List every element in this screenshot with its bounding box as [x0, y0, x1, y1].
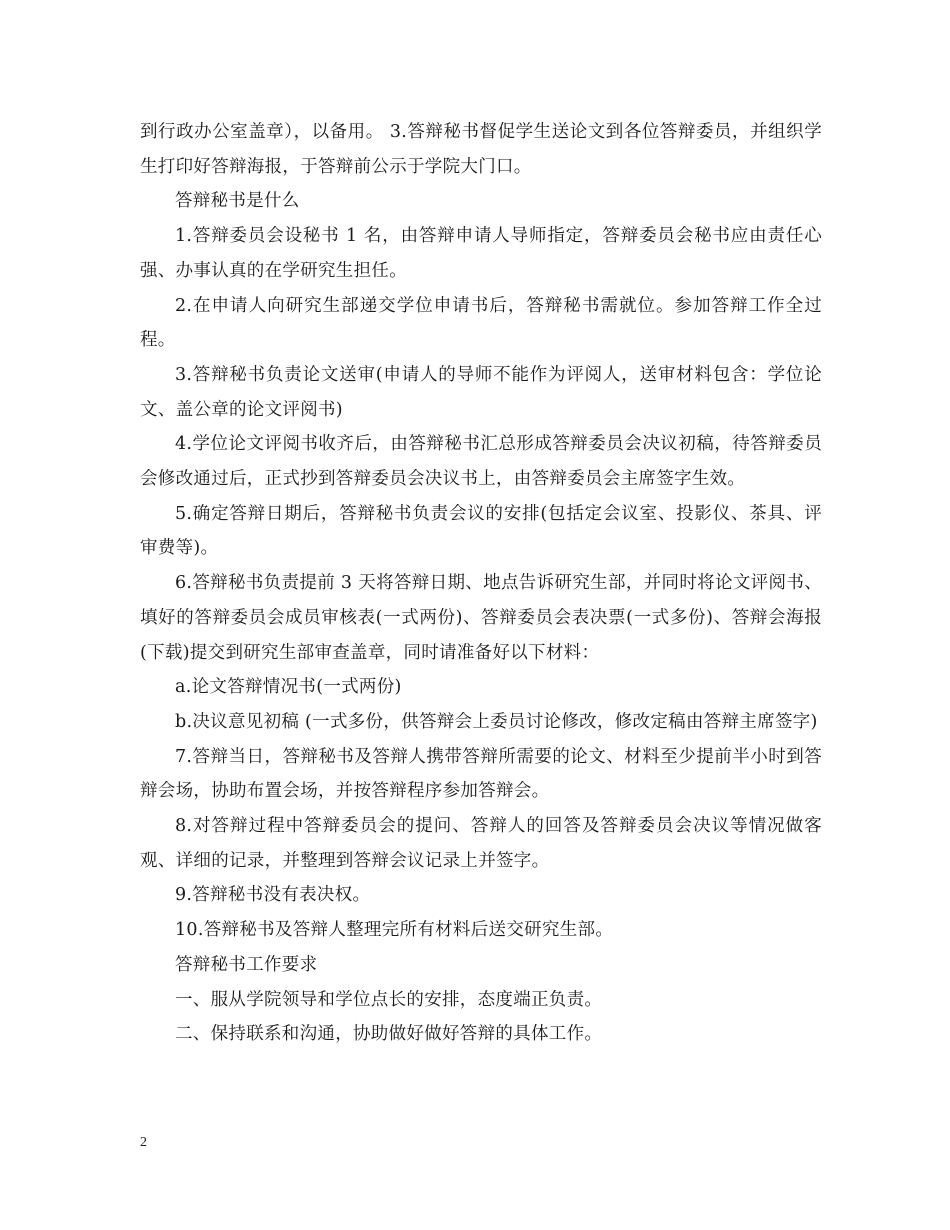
paragraph: 8.对答辩过程中答辩委员会的提问、答辩人的回答及答辩委员会决议等情况做客观、详细的记录，并整理到答辩会议记录上并签字。 — [140, 816, 822, 871]
paragraph: 到行政办公室盖章），以备用。 3.答辩秘书督促学生送论文到各位答辩委员，并组织学生打印好答辩海报，于答辩前公示于学院大门口。 — [140, 122, 822, 177]
document-body — [140, 115, 822, 1052]
page-number: 2 — [140, 1135, 147, 1150]
list-item: b.决议意见初稿 (一式多份，供答辩会上委员讨论修改，修改定稿由答辩主席签字) — [175, 711, 818, 732]
paragraph: 6.答辩秘书负责提前 3 天将答辩日期、地点告诉研究生部，并同时将论文评阅书、填好的答辩委员会成员审核表(一式两份)、答辩委员会表决票(一式多份)、答辩会海报(下载)提交到研究生部审查盖章，同时请准备好以下材料： — [140, 573, 822, 663]
paragraph: 1.答辩委员会设秘书 1 名，由答辩申请人导师指定，答辩委员会秘书应由责任心强、办事认真的在学研究生担任。 — [140, 226, 822, 281]
paragraph: 10.答辩秘书及答辩人整理完所有材料后送交研究生部。 — [175, 920, 614, 941]
paragraph: 2.在申请人向研究生部递交学位申请书后，答辩秘书需就位。参加答辩工作全过程。 — [140, 295, 822, 351]
paragraph: 3.答辩秘书负责论文送审(申请人的导师不能作为评阅人，送审材料包含：学位论文、盖公章的论文评阅书) — [140, 364, 822, 420]
list-item: a.论文答辩情况书(一式两份) — [175, 677, 402, 698]
paragraph: 7.答辩当日，答辩秘书及答辩人携带答辩所需要的论文、材料至少提前半小时到答辩会场，协助布置会场，并按答辩程序参加答辩会。 — [140, 746, 822, 802]
paragraph: 5.确定答辩日期后，答辩秘书负责会议的安排(包括定会议室、投影仪、茶具、评审费等)。 — [140, 503, 822, 559]
paragraph: 二、保持联系和沟通，协助做好做好答辩的具体工作。 — [175, 1024, 603, 1045]
paragraph: 一、服从学院领导和学位点长的安排，态度端正负责。 — [175, 989, 603, 1010]
paragraph: 9.答辩秘书没有表决权。 — [175, 885, 371, 906]
paragraph: 4.学位论文评阅书收齐后，由答辩秘书汇总形成答辩委员会决议初稿，待答辩委员会修改通过后，正式抄到答辩委员会决议书上，由答辩委员会主席签字生效。 — [140, 434, 822, 490]
section-heading: 答辩秘书工作要求 — [175, 954, 318, 975]
section-heading: 答辩秘书是什么 — [175, 191, 300, 212]
